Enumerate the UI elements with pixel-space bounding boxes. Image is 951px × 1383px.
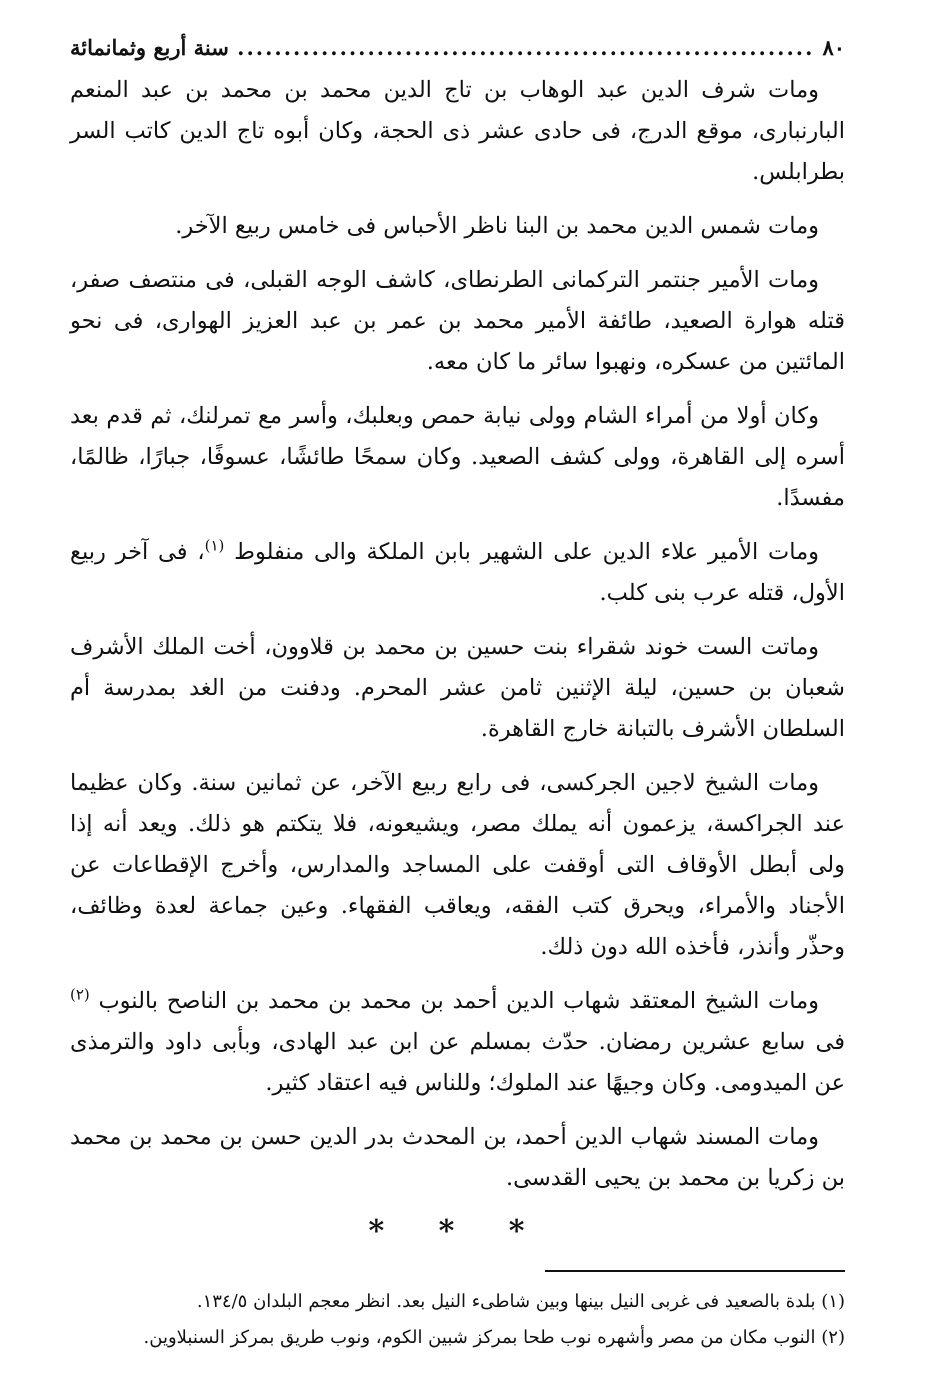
body-text — [70, 70, 845, 1199]
paragraph-with-footnote — [70, 532, 845, 614]
paragraph: ومات شرف الدين عبد الوهاب بن تاج الدين محمد بن محمد بن عبد المنعم البارنبارى، موقع الدرج، فى حادى عشر ذى الحجة، وكان أبوه تاج الدين كاتب السر بطرابلس. — [70, 77, 845, 185]
paragraph-text: ، فى آخر ربيع الأول، قتله عرب بنى كلب. — [70, 539, 845, 606]
footnote: (٢) النوب مكان من مصر وأشهره نوب طحا بمركز شبين الكوم، ونوب طريق بمركز السنبلاوين. — [143, 1327, 845, 1348]
paragraph: ومات شمس الدين محمد بن البنا ناظر الأحباس فى خامس ربيع الآخر. — [175, 213, 819, 239]
footnotes — [70, 1284, 845, 1356]
footnote-rule — [545, 1270, 845, 1272]
paragraph-text: ومات الأمير علاء الدين على الشهير بابن الملكة والى منفلوط — [224, 539, 819, 565]
paragraph-text: فى سابع عشرين رمضان. حدّث بمسلم عن ابن عبد الهادى، وبأبى داود والترمذى عن الميدومى. وكان وجيهًا عند الملوك؛ وللناس فيه اعتقاد كثير. — [70, 1029, 845, 1096]
paragraph-with-footnote — [70, 981, 845, 1104]
footnote-marker: (١) — [204, 536, 225, 555]
paragraph: وماتت الست خوند شقراء بنت حسين بن محمد بن قلاوون، أخت الملك الأشرف شعبان بن حسين، ليلة الإثنين ثامن عشر المحرم. ودفنت من الغد بمدرسة أم السلطان الأشرف بالتبانة خارج القاهرة. — [70, 634, 845, 742]
paragraph: ومات المسند شهاب الدين أحمد، بن المحدث بدر الدين حسن بن محمد بن محمد بن زكريا بن محمد بن يحيى القدسى. — [70, 1124, 845, 1191]
footnote-marker: (٢) — [70, 985, 90, 1004]
book-page — [70, 28, 845, 1358]
footnote: (١) بلدة بالصعيد فى غربى النيل بينها وبين شاطىء النيل بعد. انظر معجم البلدان ١٣٤/٥. — [196, 1291, 845, 1312]
paragraph: ومات الأمير جنتمر التركمانى الطرنطاى، كاشف الوجه القبلى، فى منتصف صفر، قتله هوارة الصعيد، طائفة الأمير محمد بن عمر بن عبد العزيز الهوارى، فى نحو المائتين من عسكره، ونهبوا سائر ما كان معه. — [70, 267, 845, 375]
running-title: سنة أربع وثمانمائة — [70, 35, 229, 60]
section-break: * * * — [368, 1214, 547, 1249]
paragraph-text: ومات الشيخ المعتقد شهاب الدين أحمد بن محمد بن محمد بن الناصح بالنوب — [89, 988, 819, 1014]
paragraph: وكان أولا من أمراء الشام وولى نيابة حمص وبعلبك، وأسر مع تمرلنك، ثم قدم بعد أسره إلى القاهرة، وولى كشف الصعيد. وكان سمحًا طائشًا، عسوفًا، جبارًا، ظالمًا، مفسدًا. — [70, 403, 845, 511]
running-head — [70, 28, 845, 70]
dot-leader — [237, 28, 815, 68]
paragraph: ومات الشيخ لاجين الجركسى، فى رابع ربيع الآخر، عن ثمانين سنة. وكان عظيما عند الجراكسة، يزعمون أنه يملك مصر، ويشيعونه، فلا يتكتم هو ذلك. ويعد أنه إذا ولى أبطل الأوقاف التى أوقفت على المساجد والمدارس، وأخرج الإقطاعات عن الأجناد والأمراء، ويحرق كتب الفقه، ويعاقب الفقهاء. وعين جماعة لعدة وظائف، وحذّر وأنذر، فأخذه الله دون ذلك. — [70, 770, 845, 960]
page-number: ٨٠ — [822, 35, 845, 60]
